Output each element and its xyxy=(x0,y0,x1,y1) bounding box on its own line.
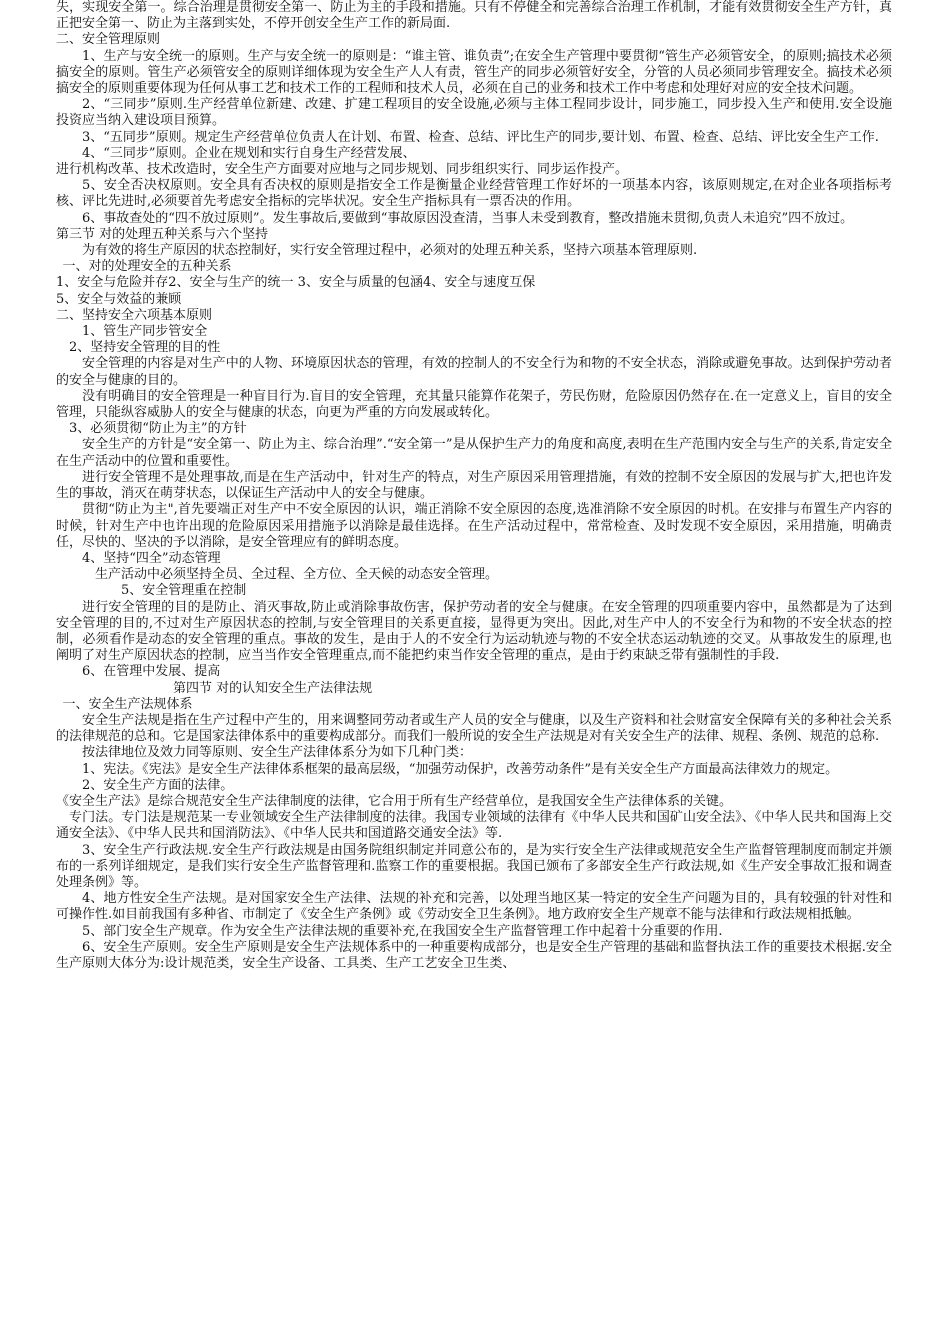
paragraph: 第三节 对的处理五种关系与六个坚持 xyxy=(56,226,269,242)
paragraph: 二、坚持安全六项基本原则 xyxy=(56,307,213,323)
paragraph: 为有效的将生产原因的状态控制好，实行安全管理过程中，必须对的处理五种关系，坚持六项基本管理原则. xyxy=(82,243,698,259)
paragraph: 一、对的处理安全的五种关系 xyxy=(62,259,232,275)
paragraph: 3、必须贯彻“防止为主”的方针 xyxy=(69,421,247,437)
paragraph: 1、管生产同步管安全 xyxy=(82,324,208,340)
paragraph: 2、“三同步”原则.生产经营单位新建、改建、扩建工程项目的安全设施,必须与主体工程同步设计，同步施工，同步投入生产和使用.安全设施投资应当纳入建设项目预算。 xyxy=(56,97,892,129)
paragraph: 5、安全与效益的兼顾 xyxy=(56,291,182,307)
paragraph: 4、“三同步”原则。企业在规划和实行自身生产经营发展、 xyxy=(82,145,416,161)
paragraph: 1、安全与危险并存2、安全与生产的统一 3、安全与质量的包涵4、安全与速度互保 xyxy=(56,275,536,291)
paragraph: 6、安全生产原则。安全生产原则是安全生产法规体系中的一种重要构成部分，也是安全生产管理的基础和监督执法工作的重要技术根据.安全生产原则大体分为:设计规范类，安全生产设备、工具类、生产工艺安全卫生类、 xyxy=(56,939,892,971)
paragraph: 2、安全生产方面的法律。 xyxy=(82,777,234,793)
paragraph: 5、安全否决权原则。安全具有否决权的原则是指安全工作是衡量企业经营管理工作好坏的一项基本内容，该原则规定,在对企业各项指标考核、评比先进时,必须要首先考虑安全指标的完毕状况。安全生产指标具有一票否决的作用。 xyxy=(56,178,892,210)
paragraph: 失，实现安全第一。综合治理是贯彻安全第一、防止为主的手段和措施。只有不停健全和完善综合治理工作机制，才能有效贯彻安全生产方针，真正把安全第一、防止为主落到实处，不停开创安全生产工作的新局面. xyxy=(56,0,892,32)
paragraph: 安全生产的方针是“安全第一、防止为主、综合治理”.“安全第一”是从保护生产力的角度和高度,表明在生产范围内安全与生产的关系,肯定安全在生产活动中的位置和重要性。 xyxy=(56,437,892,469)
paragraph: 4、地方性安全生产法规。是对国家安全生产法律、法规的补充和完善，以处理当地区某一特定的安全生产问题为目的，具有较强的针对性和可操作性.如目前我国有多种省、市制定了《安全生产条例》或《劳动安全卫生条例》。地方政府安全生产规章不能与法律和行政法规相抵触。 xyxy=(56,891,892,923)
paragraph: 1、宪法。《宪法》是安全生产法律体系框架的最高层级，“加强劳动保护，改善劳动条件”是有关安全生产方面最高法律效力的规定。 xyxy=(82,761,839,777)
paragraph: 一、安全生产法规体系 xyxy=(62,696,193,712)
paragraph: 《安全生产法》是综合规范安全生产法律制度的法律，它合用于所有生产经营单位，是我国安全生产法律体系的关键。 xyxy=(56,793,733,809)
paragraph: 进行安全管理不是处理事故,而是在生产活动中，针对生产的特点，对生产原因采用管理措施，有效的控制不安全原因的发展与扩大,把也许发生的事故，消灭在萌芽状态，以保证生产活动中人的安全与健康。 xyxy=(56,469,892,502)
paragraph: 专门法。专门法是规范某一专业领域安全生产法律制度的法律。我国专业领域的法律有《中华人民共和国矿山安全法》、《中华人民共和国海上交通安全法》、《中华人民共和国消防法》、《中华人民共和国道路交通安全法》等. xyxy=(56,810,892,842)
paragraph: 按法律地位及效力同等原则、安全生产法律体系分为如下几种门类： xyxy=(82,745,473,761)
paragraph: 6、在管理中发展、提高 xyxy=(82,664,221,680)
paragraph: 5、部门安全生产规章。作为安全生产法律法规的重要补充,在我国安全生产监督管理工作中起着十分重要的作用. xyxy=(82,923,723,939)
paragraph: 6、事故查处的“四不放过原则”。发生事故后,要做到“事故原因没查清，当事人未受到教育，整改措施未贯彻,负责人未追究”四不放过。 xyxy=(82,210,854,226)
paragraph: 2、坚持安全管理的目的性 xyxy=(69,340,221,356)
paragraph: 4、坚持“四全”动态管理 xyxy=(82,550,221,566)
paragraph: 贯彻“防止为主",首先要端正对生产中不安全原因的认识，端正消除不安全原因的态度,选准消除不安全原因的时机。在安排与布置生产内容的时候，针对生产中也许出现的危险原因采用措施予以消除是最佳选择。在生产活动过程中，常常检查、及时发现不安全原因，采用措施，明确责任，尽快的、坚决的予以消除，是安全管理应有的鲜明态度。 xyxy=(56,502,892,550)
paragraph: 进行机构改革、技术改造时，安全生产方面要对应地与之同步规划、同步组织实行、同步运作投产。 xyxy=(56,162,629,178)
paragraph: 进行安全管理的目的是防止、消灭事故,防止或消除事故伤害，保护劳动者的安全与健康。在安全管理的四项重要内容中，虽然都是为了达到安全管理的目的,不过对生产原因状态的控制,与安全管理目的关系更直接，显得更为突出。因此,对生产中人的不安全行为和物的不安全状态的控制，必须看作是动态的安全管理的重点。事故的发生，是由于人的不安全行为运动轨迹与物的不安全状态运动轨迹的交叉。从事故发生的原理,也阐明了对生产原因状态的控制，应当当作安全管理重点,而不能把约束当作安全管理的重点，是由于约束缺乏带有强制性的手段. xyxy=(56,599,892,664)
paragraph: 安全管理的内容是对生产中的人物、环境原因状态的管理，有效的控制人的不安全行为和物的不安全状态，消除或避免事故。达到保护劳动者的安全与健康的目的。 xyxy=(56,356,892,388)
paragraph: 3、“五同步”原则。规定生产经营单位负责人在计划、布置、检查、总结、评比生产的同步,要计划、布置、检查、总结、评比安全生产工作. xyxy=(82,129,879,145)
paragraph: 没有明确目的安全管理是一种盲目行为.盲目的安全管理，充其量只能算作花架子，劳民伤财，危险原因仍然存在.在一定意义上，盲目的安全管理，只能纵容威胁人的安全与健康的状态，向更为严重的方向发展或转化。 xyxy=(56,388,892,421)
paragraph: 3、安全生产行政法规.安全生产行政法规是由国务院组织制定并同意公布的，是为实行安全生产法律或规范安全生产监督管理制度而制定并颁布的一系列详细规定，是我们实行安全生产监督管理和.监察工作的重要根据。我国已颁布了多部安全生产行政法规,如《生产安全事故汇报和调查处理条例》等。 xyxy=(56,842,892,890)
paragraph: 5、安全管理重在控制 xyxy=(121,583,247,599)
paragraph: 二、安全管理原则 xyxy=(56,32,161,48)
paragraph: 生产活动中必须坚持全员、全过程、全方位、全天候的动态安全管理。 xyxy=(95,567,499,583)
paragraph: 1、生产与安全统一的原则。生产与安全统一的原则是：“谁主管、谁负责”;在安全生产管理中要贯彻“管生产必须管安全，的原则;搞技术必须搞安全的原则。管生产必须管安全的原则详细体现为安全生产人人有责，管生产的同步必须管好安全，分管的人员必须同步管理安全。搞技术必须搞安全的原则重要体现为任何从事工艺和技术工作的工程师和技术人员，必须在自己的业务和技术工作中考虑和处理好对应的安全技术问题。 xyxy=(56,48,892,97)
paragraph: 第四节 对的认知安全生产法律法规 xyxy=(173,680,373,696)
paragraph: 安全生产法规是指在生产过程中产生的，用来调整同劳动者或生产人员的安全与健康，以及生产资料和社会财富安全保障有关的多种社会关系的法律规范的总和。它是国家法律体系中的重要构成部分。而我们一般所说的安全生产法规是对有关安全生产的法律、规程、条例、规范的总称. xyxy=(56,712,892,745)
